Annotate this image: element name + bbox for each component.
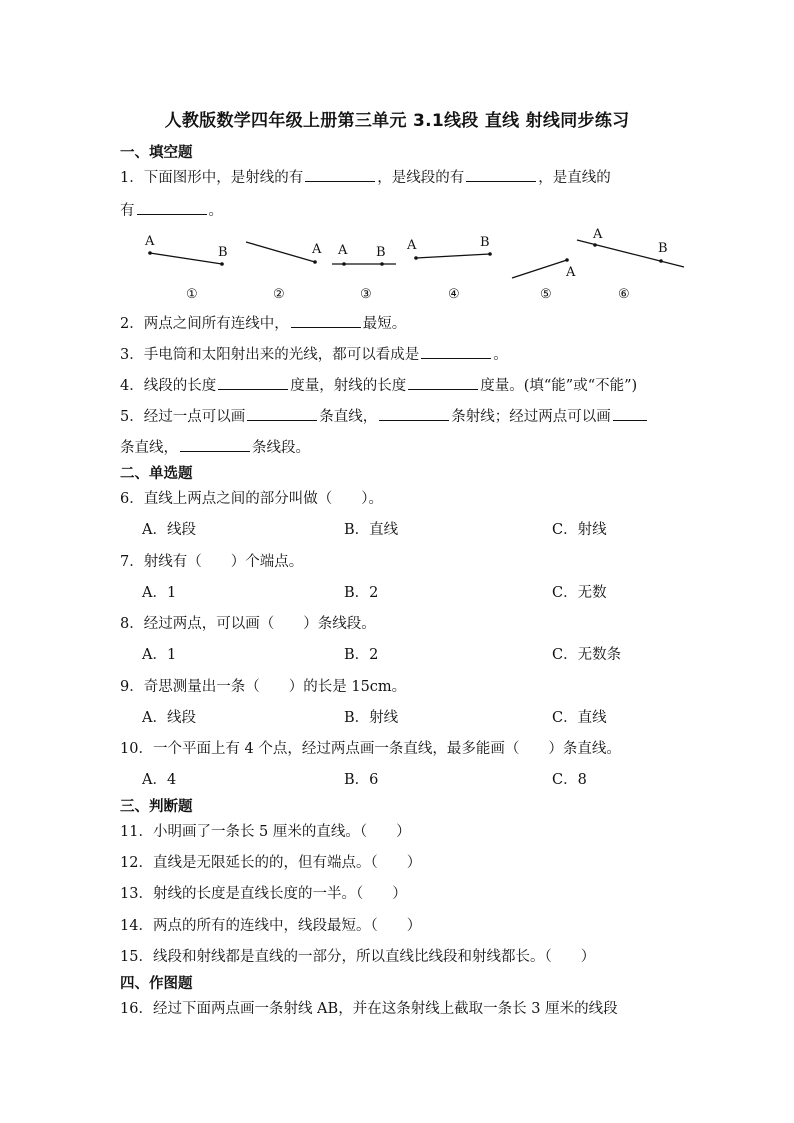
q15-text: 线段和射线都是直线的一部分，所以直线比线段和射线都长。（ ） xyxy=(152,949,596,965)
q9-option-b[interactable]: B．射线 xyxy=(344,710,399,726)
question-14 xyxy=(120,914,421,935)
q5-blank-1[interactable] xyxy=(247,406,317,421)
q1-number: 1． xyxy=(120,170,144,186)
q2-number: 2． xyxy=(120,316,144,332)
question-4 xyxy=(120,374,637,395)
q7-option-b[interactable]: B．2 xyxy=(344,585,379,601)
q14-number: 14． xyxy=(120,918,153,934)
q11-number: 11． xyxy=(120,824,153,840)
q12-number: 12． xyxy=(120,855,153,871)
question-15 xyxy=(120,945,595,966)
figure-1-line xyxy=(150,253,222,264)
q5-blank-4[interactable] xyxy=(180,437,250,452)
section-fill-in: 一、填空题 xyxy=(120,145,193,161)
q8-option-a[interactable]: A．1 xyxy=(142,647,177,663)
q10-option-c[interactable]: C．8 xyxy=(552,772,587,788)
figure-1-label-b: B xyxy=(218,245,228,260)
q5-text-2: 条直线， xyxy=(319,409,378,425)
question-6 xyxy=(120,487,383,508)
q5-number: 5． xyxy=(120,409,144,425)
q13-number: 13． xyxy=(120,886,153,902)
figure-2-line xyxy=(246,242,315,262)
q5-text-4: 条直线， xyxy=(120,440,178,456)
q3-text-1: 手电筒和太阳射出来的光线，都可以看成是 xyxy=(143,347,420,363)
q10-text: 一个平面上有 4 个点，经过两点画一条直线，最多能画（ ）条直线。 xyxy=(152,741,621,757)
question-1-line-2 xyxy=(120,199,223,220)
q5-text-5: 条线段。 xyxy=(252,440,310,456)
section-drawing: 四、作图题 xyxy=(120,976,193,992)
q9-text: 奇思测量出一条（ ）的长是 15cm。 xyxy=(143,679,407,695)
figure-5-label-a: A xyxy=(566,265,576,280)
q7-text: 射线有（ ）个端点。 xyxy=(143,554,304,570)
q5-blank-2[interactable] xyxy=(379,406,449,421)
q4-blank-segment[interactable] xyxy=(218,375,288,390)
q4-number: 4． xyxy=(120,378,144,394)
question-2 xyxy=(120,312,406,333)
figure-3-label-a: A xyxy=(338,243,348,258)
question-16 xyxy=(120,997,618,1018)
q4-text-2: 度量，射线的长度 xyxy=(290,378,407,394)
q10-option-a[interactable]: A．4 xyxy=(142,772,177,788)
q5-blank-3[interactable] xyxy=(613,406,647,421)
q8-number: 8． xyxy=(120,616,144,632)
q9-option-a[interactable]: A．线段 xyxy=(142,710,196,726)
figure-6-number: ⑥ xyxy=(618,287,630,302)
question-11 xyxy=(120,820,411,841)
figure-6-point-a xyxy=(593,243,597,247)
q6-option-b[interactable]: B．直线 xyxy=(344,522,399,538)
figure-2-label-a: A xyxy=(312,242,322,257)
question-5-line-1 xyxy=(120,405,649,426)
q6-option-c[interactable]: C．射线 xyxy=(552,522,607,538)
question-1-line-1 xyxy=(120,166,611,187)
q8-option-b[interactable]: B．2 xyxy=(344,647,379,663)
q2-text-1: 两点之间所有连线中， xyxy=(143,316,289,332)
figure-6-label-b: B xyxy=(658,241,668,256)
section-true-false: 三、判断题 xyxy=(120,799,193,815)
figure-4-label-b: B xyxy=(480,235,490,250)
q14-text: 两点的所有的连线中，线段最短。（ ） xyxy=(152,918,422,934)
q4-blank-ray[interactable] xyxy=(408,375,478,390)
q9-number: 9． xyxy=(120,679,144,695)
q1-text-5: 。 xyxy=(208,203,223,219)
q1-text-1: 下面图形中，是射线的有 xyxy=(143,170,304,186)
q8-option-c[interactable]: C．无数条 xyxy=(552,647,622,663)
figure-4-point-a xyxy=(414,256,418,260)
q1-blank-ray[interactable] xyxy=(305,167,375,182)
figure-1-number: ① xyxy=(186,287,198,302)
figure-6-label-a: A xyxy=(593,227,603,242)
figure-6-point-b xyxy=(659,259,663,263)
q2-text-2: 最短。 xyxy=(362,316,407,332)
figure-5-number: ⑤ xyxy=(540,287,552,302)
q1-text-4: 有 xyxy=(120,203,135,219)
q16-text: 经过下面两点画一条射线 AB，并在这条射线上截取一条长 3 厘米的线段 xyxy=(152,1001,618,1017)
q1-text-2: ，是线段的有 xyxy=(377,170,465,186)
q10-number: 10． xyxy=(120,741,153,757)
figure-3-number: ③ xyxy=(360,287,372,302)
figure-5-line xyxy=(512,260,567,278)
q6-text: 直线上两点之间的部分叫做（ ）。 xyxy=(143,491,383,507)
figure-6-line xyxy=(577,240,684,267)
figure-4-number: ④ xyxy=(448,287,460,302)
q10-option-b[interactable]: B．6 xyxy=(344,772,379,788)
q1-blank-line[interactable] xyxy=(137,200,207,215)
question-5-line-2 xyxy=(120,436,310,457)
q4-text-3: 度量。(填“能”或“不能”) xyxy=(480,378,638,394)
figure-3-point-b xyxy=(380,262,384,266)
question-10 xyxy=(120,737,621,758)
q5-text-1: 经过一点可以画 xyxy=(143,409,246,425)
q16-number: 16． xyxy=(120,1001,153,1017)
q6-number: 6． xyxy=(120,491,144,507)
figure-4-point-b xyxy=(488,252,492,256)
q7-option-c[interactable]: C．无数 xyxy=(552,585,607,601)
q3-text-2: 。 xyxy=(493,347,508,363)
q7-option-a[interactable]: A．1 xyxy=(142,585,177,601)
figure-5-point-a xyxy=(565,258,569,262)
figure-3-point-a xyxy=(342,262,346,266)
q4-text-1: 线段的长度 xyxy=(143,378,217,394)
q3-number: 3． xyxy=(120,347,144,363)
q11-text: 小明画了一条长 5 厘米的直线。（ ） xyxy=(152,824,411,840)
figure-4-label-a: A xyxy=(407,238,417,253)
question-7 xyxy=(120,550,303,571)
question-9 xyxy=(120,675,406,696)
q15-number: 15． xyxy=(120,949,153,965)
q1-text-3: ，是直线的 xyxy=(538,170,611,186)
question-12 xyxy=(120,851,421,872)
q7-number: 7． xyxy=(120,554,144,570)
figure-1-label-a: A xyxy=(145,234,155,249)
q6-option-a[interactable]: A．线段 xyxy=(142,522,196,538)
figure-3-label-b: B xyxy=(376,245,386,260)
figure-4-line xyxy=(416,254,490,258)
q13-text: 射线的长度是直线长度的一半。（ ） xyxy=(152,886,407,902)
figure-2-number: ② xyxy=(273,287,285,302)
q3-blank[interactable] xyxy=(421,344,491,359)
q2-blank[interactable] xyxy=(291,313,361,328)
section-single-choice: 二、单选题 xyxy=(120,466,193,482)
q9-option-c[interactable]: C．直线 xyxy=(552,710,607,726)
q1-figures xyxy=(120,226,690,306)
q8-text: 经过两点，可以画（ ）条线段。 xyxy=(143,616,376,632)
figure-1-point-b xyxy=(220,262,224,266)
question-13 xyxy=(120,882,407,903)
question-8 xyxy=(120,612,376,633)
figure-1-point-a xyxy=(148,251,152,255)
q1-blank-segment[interactable] xyxy=(466,167,536,182)
question-3 xyxy=(120,343,508,364)
figure-2-point-a xyxy=(313,260,317,264)
page-title: 人教版数学四年级上册第三单元 3.1线段 直线 射线同步练习 xyxy=(164,111,630,131)
q5-text-3: 条射线；经过两点可以画 xyxy=(451,409,611,425)
q12-text: 直线是无限延长的的，但有端点。（ ） xyxy=(152,855,422,871)
